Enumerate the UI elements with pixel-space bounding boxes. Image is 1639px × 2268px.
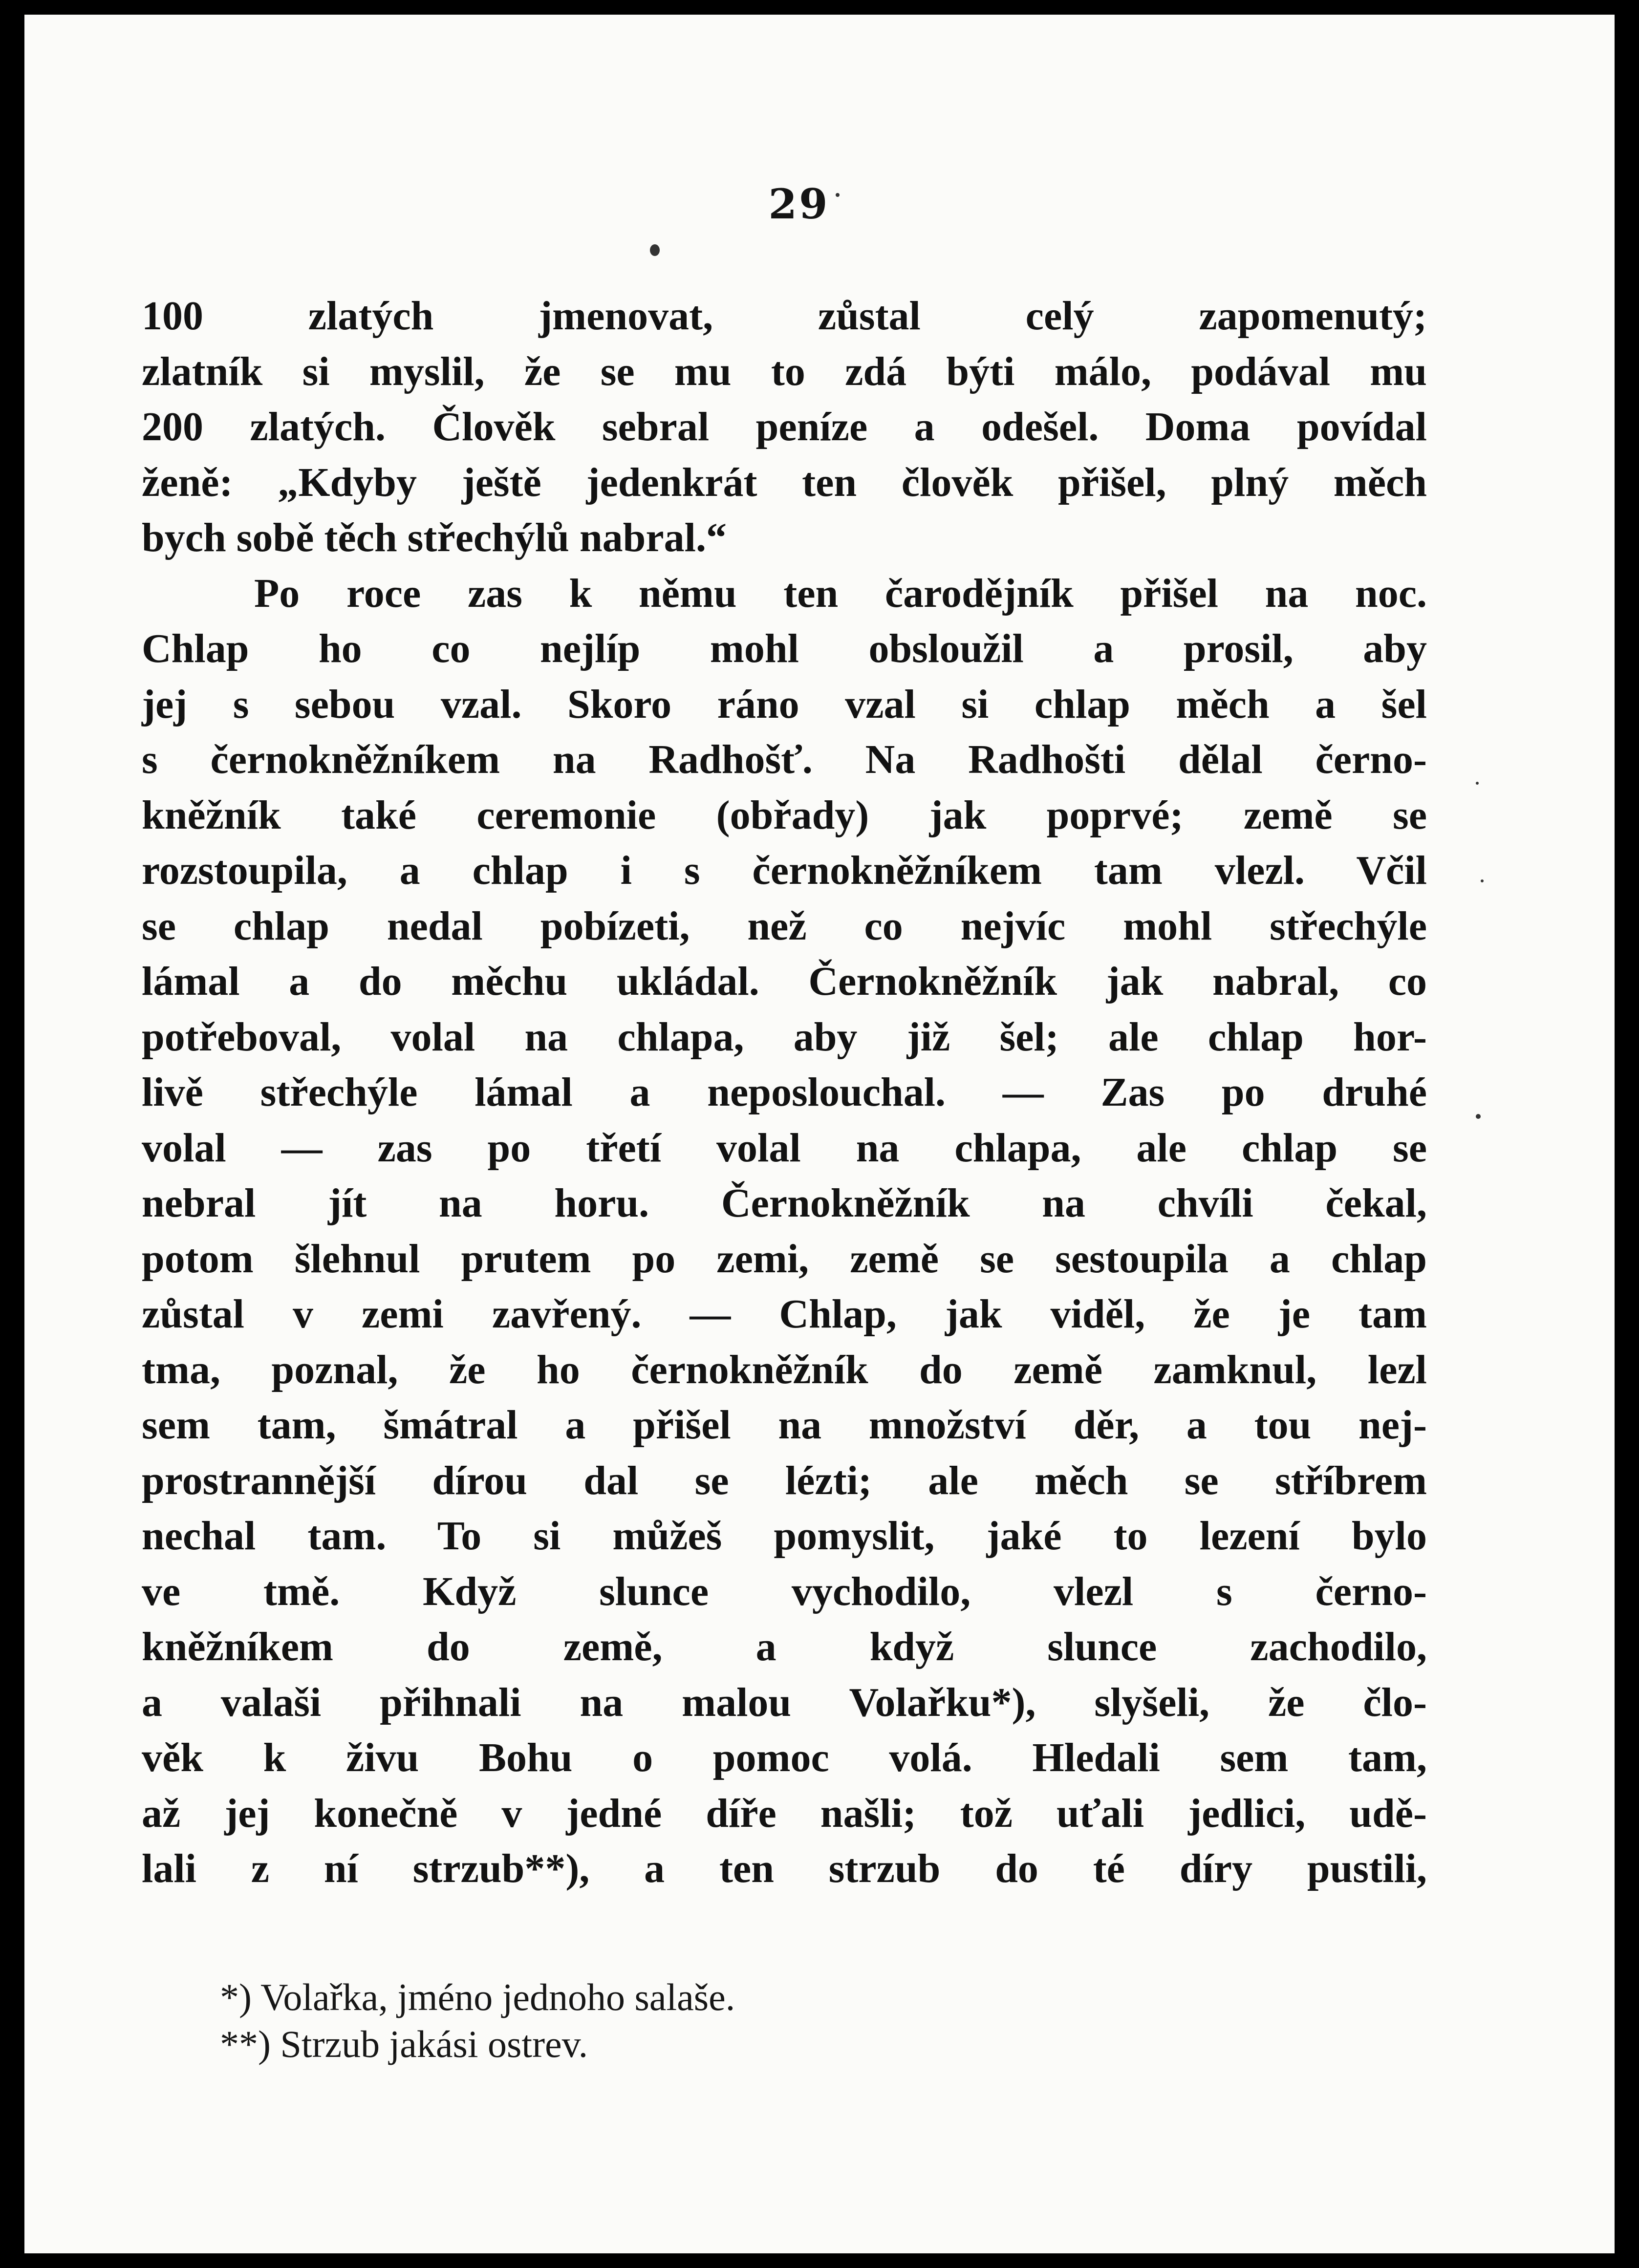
footnote: **) Strzub jakási ostrev. [220,2023,588,2065]
text-line: prostrannější dírou dal se lézti; ale měch se stříbrem [142,1457,1427,1503]
text-line: kněžníkem do země, a když slunce zachodilo, [142,1624,1427,1669]
paragraph-first-line: Po roce zas k němu ten čarodějník přišel na noc. [254,570,1427,616]
text-line: 100 zlatých jmenovat, zůstal celý zapomenutý; [142,293,1427,339]
text-line: 200 zlatých. Člověk sebral peníze a odešel. Doma povídal [142,404,1427,449]
text-line: tma, poznal, že ho černokněžník do země zamknul, lezl [142,1347,1427,1392]
text-line: ženě: „Kdyby ještě jedenkrát ten člověk přišel, plný měch [142,459,1427,505]
print-speck [1476,782,1479,785]
print-speck [1481,879,1484,882]
text-line: sem tam, šmátral a přišel na množství děr, a tou nej- [142,1402,1427,1448]
text-line: a valaši přihnali na malou Volařku*), slyšeli, že člo- [142,1679,1427,1725]
page-number: 29 [768,180,830,228]
body-text [142,288,1427,1897]
text-line: potřeboval, volal na chlapa, aby již šel; ale chlap hor- [142,1014,1427,1060]
text-line: až jej konečně v jedné díře našli; tož uťali jedlici, udě- [142,1790,1427,1836]
text-line: lali z ní strzub**), a ten strzub do té díry pustili, [142,1846,1427,1891]
text-line: rozstoupila, a chlap i s černokněžníkem tam vlezl. Včil [142,848,1427,893]
text-line: bych sobě těch střechýlů nabral.“ [142,515,727,560]
footnote: *) Volařka, jméno jednoho salaše. [220,1976,735,2018]
text-line: lámal a do měchu ukládal. Černokněžník jak nabral, co [142,959,1427,1004]
text-line: se chlap nedal pobízeti, než co nejvíc mohl střechýle [142,903,1427,949]
print-speck [836,193,840,197]
text-line: livě střechýle lámal a neposlouchal. — Zas po druhé [142,1070,1427,1115]
text-line: potom šlehnul prutem po zemi, země se sestoupila a chlap [142,1236,1427,1282]
print-speck [1476,1114,1481,1119]
text-line: volal — zas po třetí volal na chlapa, ale chlap se [142,1125,1427,1171]
book-page [24,15,1615,2253]
text-line: jej s sebou vzal. Skoro ráno vzal si chlap měch a šel [142,681,1427,727]
text-line: s černokněžníkem na Radhošť. Na Radhošti dělal černo- [142,737,1427,782]
text-line: kněžník také ceremonie (obřady) jak poprvé; země se [142,792,1427,838]
text-line: nechal tam. To si můžeš pomyslit, jaké to lezení bylo [142,1513,1427,1559]
text-line: zůstal v zemi zavřený. — Chlap, jak viděl, že je tam [142,1291,1427,1337]
text-line: věk k živu Bohu o pomoc volá. Hledali sem tam, [142,1735,1427,1780]
print-speck [650,244,660,256]
text-line: nebral jít na horu. Černokněžník na chvíli čekal, [142,1180,1427,1226]
text-line: ve tmě. Když slunce vychodilo, vlezl s černo- [142,1568,1427,1614]
text-line: Chlap ho co nejlíp mohl obsloužil a prosil, aby [142,626,1427,671]
footnotes [220,1974,1393,2068]
text-line: zlatník si myslil, že se mu to zdá býti málo, podával mu [142,348,1427,394]
